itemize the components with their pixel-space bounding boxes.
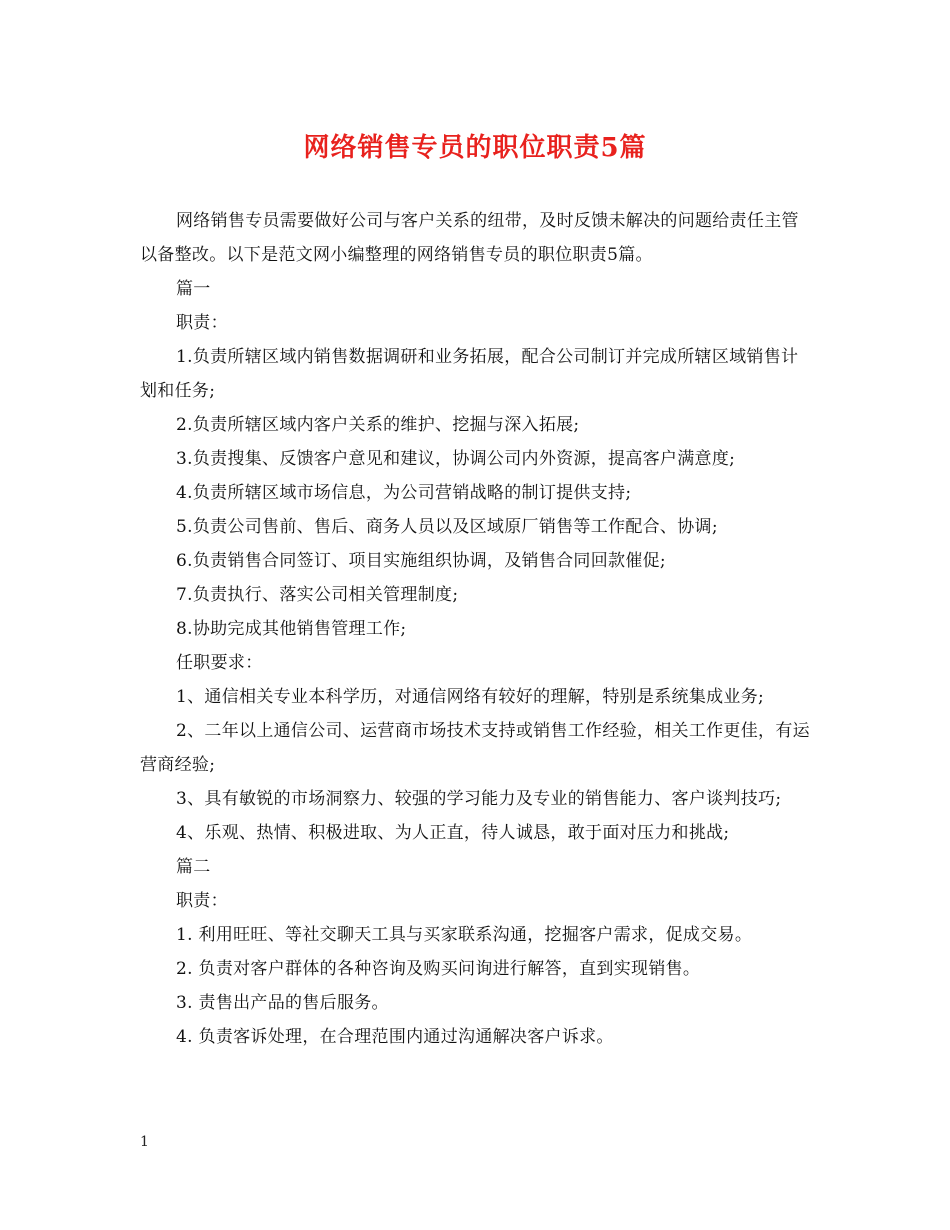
duty-item: 1.负责所辖区域内销售数据调研和业务拓展，配合公司制订并完成所辖区域销售计划和任务;	[140, 347, 799, 401]
section-heading-part-one: 篇一	[176, 279, 211, 299]
requirement-item: 2、二年以上通信公司、运营商市场技术支持或销售工作经验，相关工作更佳，有运营商经验;	[140, 721, 810, 775]
duty-item: 6.负责销售合同签订、项目实施组织协调，及销售合同回款催促;	[176, 551, 666, 571]
duty-item: 2.负责所辖区域内客户关系的维护、挖掘与深入拓展;	[176, 415, 580, 435]
duties-label: 职责：	[176, 313, 228, 333]
document-title: 网络销售专员的职位职责5篇	[303, 133, 647, 163]
duty-item: 5.负责公司售前、售后、商务人员以及区域原厂销售等工作配合、协调;	[176, 517, 718, 537]
duty-item: 8.协助完成其他销售管理工作;	[176, 619, 407, 639]
duties-label: 职责：	[176, 891, 228, 911]
section-heading-part-two: 篇二	[176, 857, 211, 877]
requirements-label: 任职要求：	[176, 653, 263, 673]
duty-item: 2. 负责对客户群体的各种咨询及购买问询进行解答，直到实现销售。	[176, 959, 701, 979]
duty-item: 3. 责售出产品的售后服务。	[176, 993, 389, 1013]
duty-item: 4. 负责客诉处理，在合理范围内通过沟通解决客户诉求。	[176, 1027, 614, 1047]
intro-paragraph: 网络销售专员需要做好公司与客户关系的纽带，及时反馈未解决的问题给责任主管以备整改。以下是范文网小编整理的网络销售专员的职位职责5篇。	[140, 211, 799, 265]
duty-item: 3.负责搜集、反馈客户意见和建议，协调公司内外资源，提高客户满意度;	[176, 449, 736, 469]
duty-item: 7.负责执行、落实公司相关管理制度;	[176, 585, 459, 605]
duty-item: 4.负责所辖区域市场信息，为公司营销战略的制订提供支持;	[176, 483, 632, 503]
requirement-item: 1、通信相关专业本科学历，对通信网络有较好的理解，特别是系统集成业务;	[176, 687, 765, 707]
page-number: 1	[140, 1134, 149, 1150]
requirement-item: 4、乐观、热情、积极进取、为人正直，待人诚恳，敢于面对压力和挑战;	[176, 823, 730, 843]
requirement-item: 3、具有敏锐的市场洞察力、较强的学习能力及专业的销售能力、客户谈判技巧;	[176, 789, 782, 809]
duty-item: 1. 利用旺旺、等社交聊天工具与买家联系沟通，挖掘客户需求，促成交易。	[176, 925, 753, 945]
document-body	[140, 204, 812, 1054]
